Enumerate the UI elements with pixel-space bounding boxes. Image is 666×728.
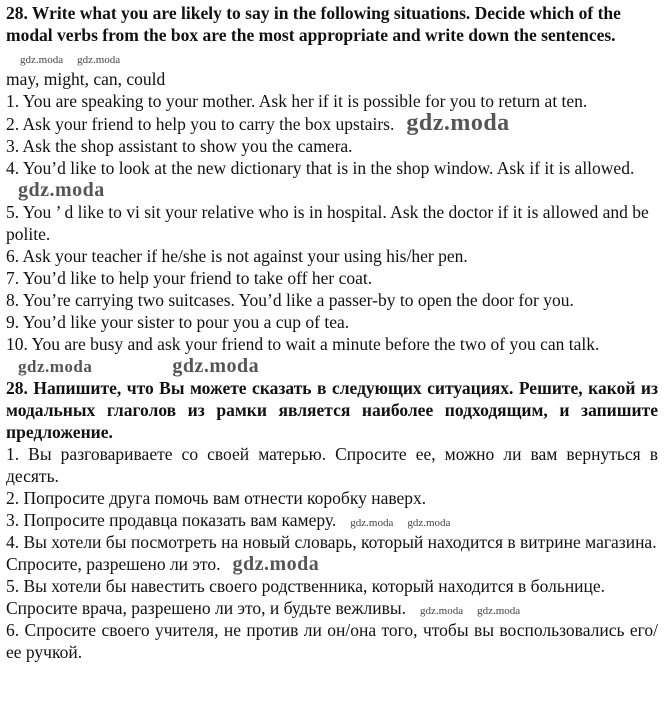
english-item: 5. You ’ d like to vi sit your relative who is in hospital. Ask the doctor if it is allowed and be polite. xyxy=(6,202,649,244)
watermark: gdz.moda xyxy=(407,517,451,529)
watermark: gdz.moda xyxy=(18,357,93,376)
russian-item: 6. Спросите своего учителя, не против ли он/она того, чтобы вы воспользовались его/ее ручкой. xyxy=(6,620,658,662)
russian-item: 2. Попросите друга помочь вам отнести коробку наверх. xyxy=(6,488,427,508)
russian-item-block xyxy=(6,509,658,531)
russian-item: 5. Вы хотели бы навестить своего родственника, который находится в больнице. Спросите врача, разрешено ли это, и будьте вежливы. xyxy=(6,576,606,618)
modal-verbs-box: may, might, can, could xyxy=(6,69,166,89)
english-heading-block xyxy=(6,2,658,68)
exercise-page xyxy=(6,2,658,663)
watermark: gdz.moda xyxy=(232,553,320,575)
russian-item-block xyxy=(6,531,658,575)
english-item: 2. Ask your friend to help you to carry the box upstairs. xyxy=(6,114,395,134)
english-item-block xyxy=(6,112,658,135)
english-heading: 28. Write what you are likely to say in the following situations. Decide which of the modal verbs from the box are the most appropriate and write down the sentences. xyxy=(6,3,621,45)
watermark: gdz.moda xyxy=(172,355,260,377)
english-item: 10. You are busy and ask your friend to wait a minute before the two of you can talk. xyxy=(6,334,600,354)
english-item: 3. Ask the shop assistant to show you the camera. xyxy=(6,136,353,156)
russian-item: 3. Попросите продавца показать вам камеру. xyxy=(6,510,337,530)
english-item: 6. Ask your teacher if he/she is not against your using his/her pen. xyxy=(6,246,468,266)
russian-item: 1. Вы разговариваете со своей матерью. Спросите ее, можно ли вам вернуться в десять. xyxy=(6,444,658,486)
russian-section xyxy=(6,377,658,663)
english-item: 9. You’d like your sister to pour you a cup of tea. xyxy=(6,312,350,332)
watermark: gdz.moda xyxy=(20,54,64,66)
english-item: 1. You are speaking to your mother. Ask her if it is possible for you to return at ten. xyxy=(6,91,588,111)
watermark: gdz.moda xyxy=(350,517,394,529)
watermark: gdz.moda xyxy=(420,605,464,617)
watermark: gdz.moda xyxy=(77,54,121,66)
english-item: 7. You’d like to help your friend to take off her coat. xyxy=(6,268,373,288)
english-item: 4. You’d like to look at the new dictionary that is in the shop window. Ask if it is allowed. xyxy=(6,158,635,178)
russian-heading: 28. Напишите, что Вы можете сказать в следующих ситуациях. Решите, какой из модальных глаголов из рамки является наиболее подходящим, и запишите предложение. xyxy=(6,378,658,442)
russian-item: 4. Вы хотели бы посмотреть на новый словарь, который находится в витрине магазина. Спросите, разрешено ли это. xyxy=(6,532,657,574)
english-section xyxy=(6,2,658,377)
watermark: gdz.moda xyxy=(477,605,521,617)
english-item: 8. You’re carrying two suitcases. You’d like a passer-by to open the door for you. xyxy=(6,290,574,310)
english-item-block xyxy=(6,333,658,377)
watermark: gdz.moda xyxy=(18,179,105,201)
english-item-block xyxy=(6,157,658,201)
watermark: gdz.moda xyxy=(406,110,510,136)
russian-item-block xyxy=(6,575,658,619)
